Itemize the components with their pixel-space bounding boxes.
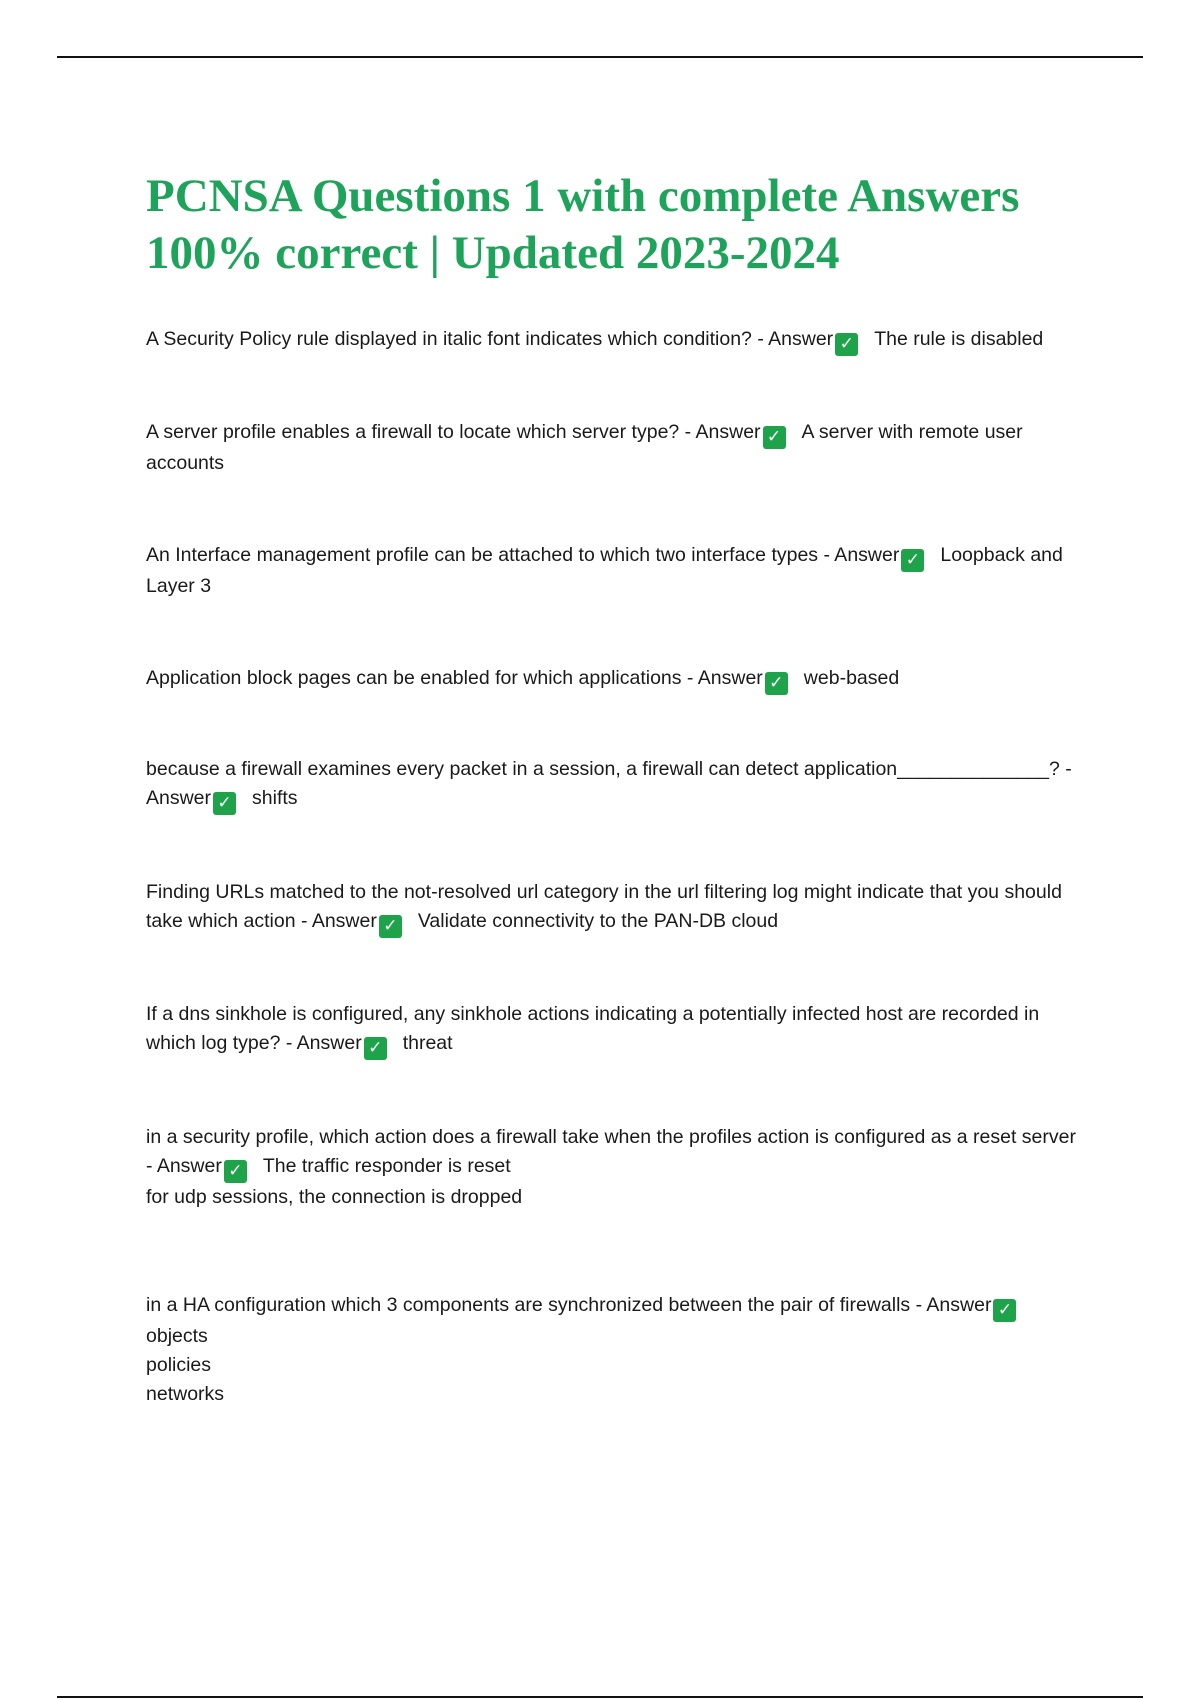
question-text: Finding URLs matched to the not-resolved url category in the url filtering log might indicate that you should take which action - Answer xyxy=(146,881,1062,932)
green-check-icon: ✓ xyxy=(213,792,236,815)
answer-extra-line: networks xyxy=(146,1383,225,1405)
qa-item-2 xyxy=(146,418,1086,478)
answer-extra-line: for udp sessions, the connection is dropped xyxy=(146,1186,523,1208)
answer-text: Loopback and Layer 3 xyxy=(146,544,1063,597)
answer-text: The traffic responder is reset xyxy=(262,1155,511,1177)
title-line-1: PCNSA Questions 1 with complete Answers xyxy=(146,170,1020,222)
qa-item-4 xyxy=(146,664,1086,695)
green-check-icon: ✓ xyxy=(993,1299,1016,1322)
green-check-icon: ✓ xyxy=(901,549,924,572)
top-rule xyxy=(57,56,1143,58)
answer-text: shifts xyxy=(252,787,298,809)
green-check-icon: ✓ xyxy=(765,672,788,695)
green-check-icon: ✓ xyxy=(835,333,858,356)
question-text: An Interface management profile can be attached to which two interface types - Answer xyxy=(146,544,900,566)
answer-text: threat xyxy=(402,1032,453,1054)
title-line-2: 100% correct | Updated 2023-2024 xyxy=(146,227,840,279)
answer-text: web-based xyxy=(803,667,900,689)
answer-text: The rule is disabled xyxy=(874,328,1044,350)
qa-item-1 xyxy=(146,325,1043,356)
qa-item-3 xyxy=(146,541,1086,601)
answer-text: objects xyxy=(146,1325,208,1347)
bottom-rule xyxy=(57,1696,1143,1698)
green-check-icon: ✓ xyxy=(379,915,402,938)
question-text: because a firewall examines every packet in a session, a firewall can detect application______________? - Answer xyxy=(146,758,1072,809)
question-text: in a HA configuration which 3 components are synchronized between the pair of firewalls - Answer xyxy=(146,1294,992,1316)
question-text: A Security Policy rule displayed in italic font indicates which condition? - Answer xyxy=(146,328,834,350)
document-title xyxy=(146,168,1086,282)
qa-item-8 xyxy=(146,1123,1086,1212)
qa-item-9 xyxy=(146,1291,1086,1409)
question-text: If a dns sinkhole is configured, any sinkhole actions indicating a potentially infected host are recorded in which log type? - Answer xyxy=(146,1003,1040,1054)
green-check-icon: ✓ xyxy=(364,1037,387,1060)
qa-item-7 xyxy=(146,1000,1086,1060)
question-text: Application block pages can be enabled for which applications - Answer xyxy=(146,667,763,689)
qa-item-5 xyxy=(146,755,1086,815)
question-text: in a security profile, which action does a firewall take when the profiles action is configured as a reset server - Answer xyxy=(146,1126,1076,1177)
qa-item-6 xyxy=(146,878,1086,938)
answer-extra-line: policies xyxy=(146,1354,212,1376)
green-check-icon: ✓ xyxy=(224,1160,247,1183)
question-text: A server profile enables a firewall to locate which server type? - Answer xyxy=(146,421,761,443)
green-check-icon: ✓ xyxy=(763,426,786,449)
answer-text: Validate connectivity to the PAN-DB cloud xyxy=(417,910,779,932)
answer-text: A server with remote user accounts xyxy=(146,421,1023,474)
